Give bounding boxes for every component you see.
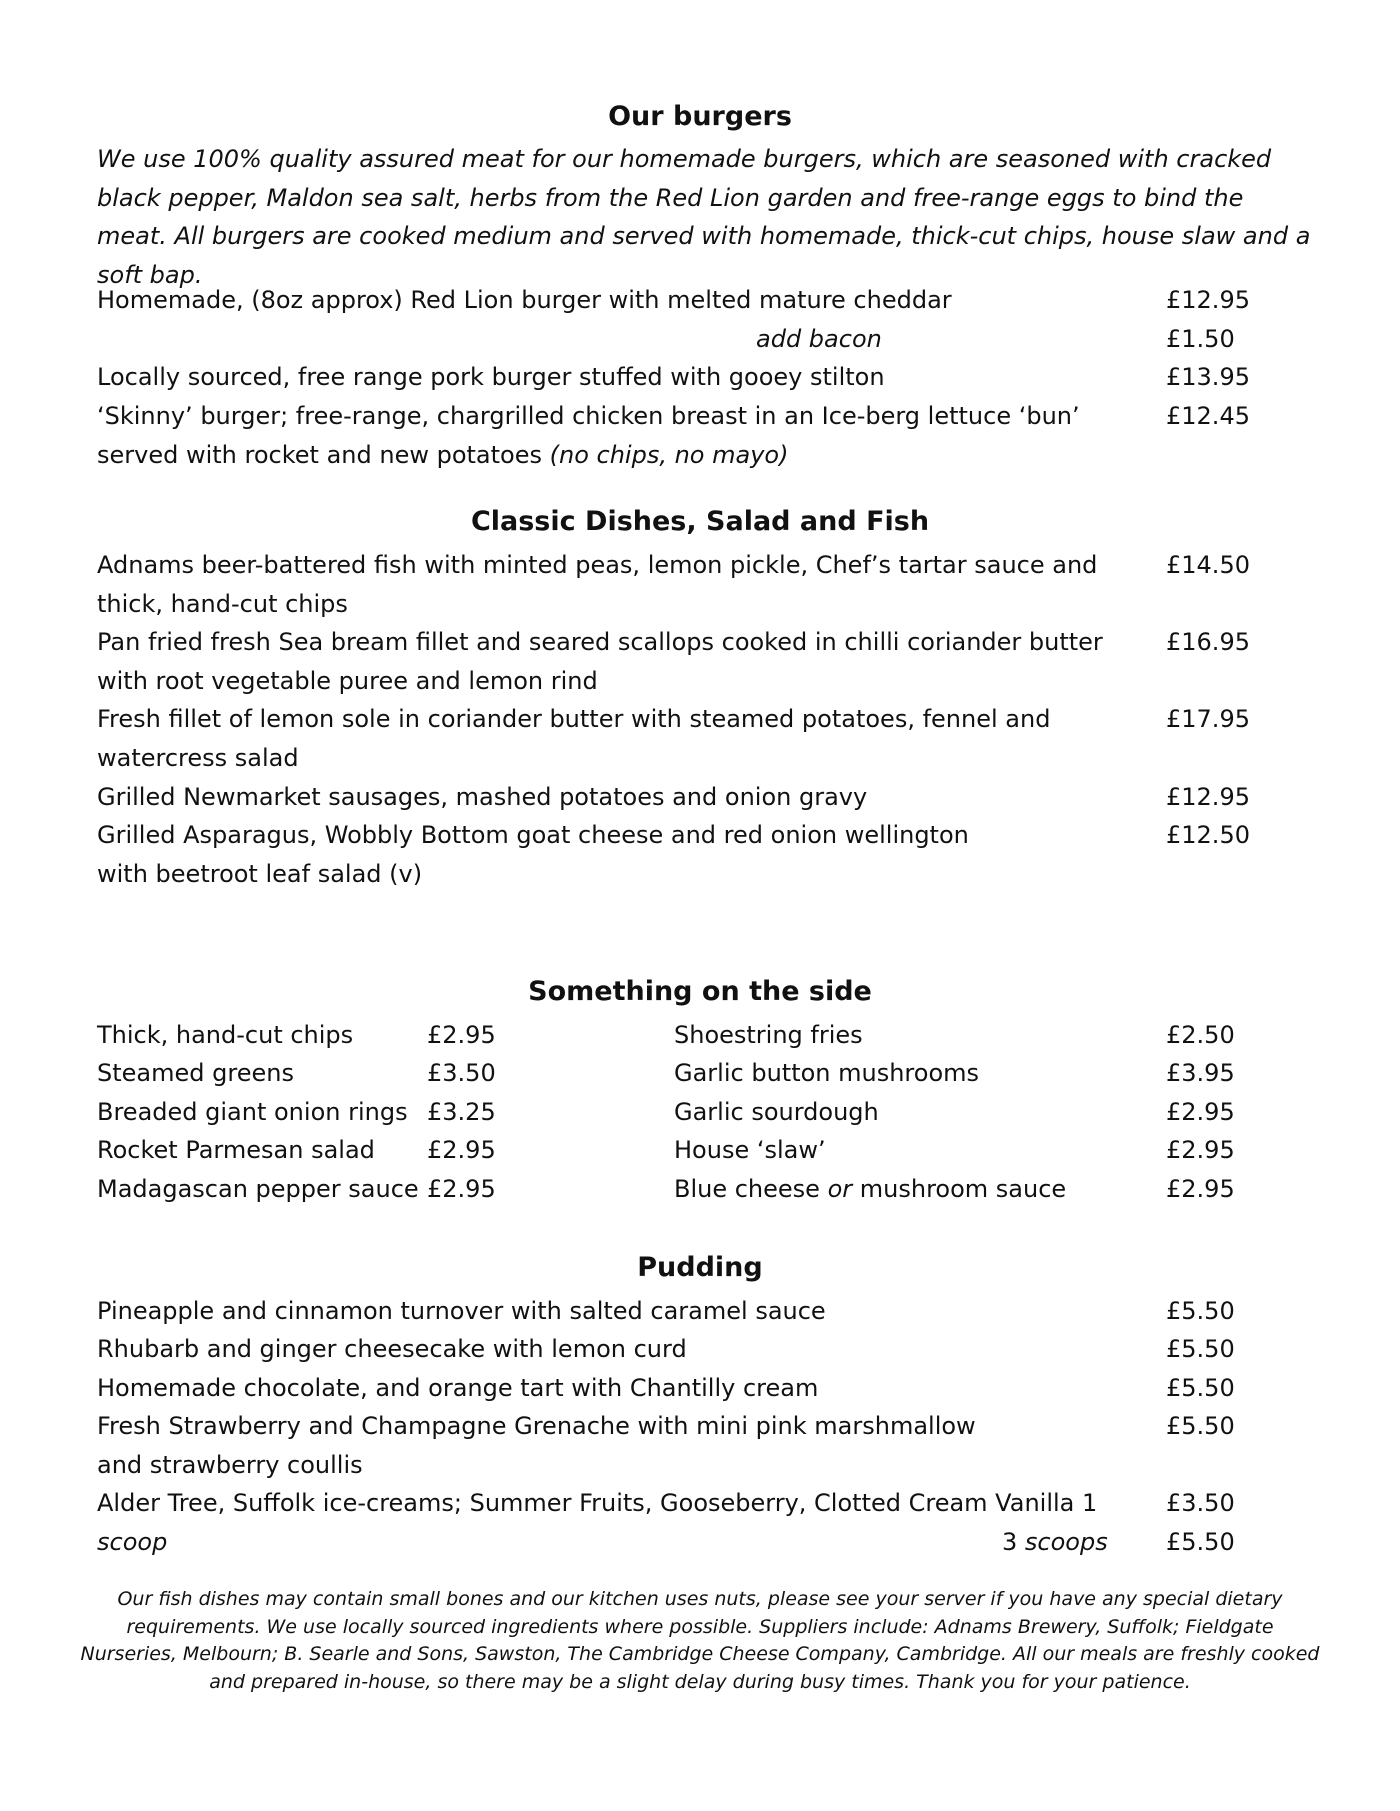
pudding-price-ice-cream-1: £3.50: [1166, 1489, 1235, 1517]
side-price-garlic-sourdough: £2.95: [1166, 1098, 1235, 1126]
classic-item-asparagus: Grilled Asparagus, Wobbly Bottom goat cheese and red onion wellington: [97, 821, 969, 849]
side-item-chips: Thick, hand-cut chips: [97, 1021, 354, 1049]
side-price-pepper-sauce: £2.95: [427, 1175, 496, 1203]
side-item-garlic-mushrooms: Garlic button mushrooms: [674, 1059, 980, 1087]
burgers-title: Our burgers: [608, 101, 792, 132]
side-item-garlic-sourdough: Garlic sourdough: [674, 1098, 879, 1126]
side-item-shoestring-fries: Shoestring fries: [674, 1021, 863, 1049]
burger-price-bacon: £1.50: [1166, 325, 1235, 353]
pudding-price-rhubarb: £5.50: [1166, 1335, 1235, 1363]
side-price-house-slaw: £2.95: [1166, 1136, 1235, 1164]
pudding-price-chocolate-tart: £5.50: [1166, 1374, 1235, 1402]
side-price-greens: £3.50: [427, 1059, 496, 1087]
side-item-rocket-salad: Rocket Parmesan salad: [97, 1136, 375, 1164]
burger-price-skinny: £12.45: [1166, 402, 1250, 430]
classic-item-sausages: Grilled Newmarket sausages, mashed potatoes and onion gravy: [97, 783, 868, 811]
pudding-item-chocolate-tart: Homemade chocolate, and orange tart with Chantilly cream: [97, 1374, 819, 1402]
side-item-blue-cheese-a: Blue cheese: [674, 1175, 828, 1203]
pudding-item-ice-cream-3-note: scoops: [1024, 1528, 1108, 1556]
burger-addon-bacon: add bacon: [756, 325, 882, 353]
burger-price-red-lion: £12.95: [1166, 286, 1250, 314]
classic-item-asparagus-line2: with beetroot leaf salad (v): [97, 860, 423, 888]
pudding-item-ice-cream-3: [1002, 1523, 1108, 1562]
side-price-chips: £2.95: [427, 1021, 496, 1049]
side-price-onion-rings: £3.25: [427, 1098, 496, 1126]
classic-price-sausages: £12.95: [1166, 783, 1250, 811]
classic-item-lemon-sole: Fresh fillet of lemon sole in coriander butter with steamed potatoes, fennel and watercress salad: [97, 705, 1051, 772]
pudding-item-ice-cream-note: scoop: [97, 1527, 168, 1556]
side-item-blue-cheese-or: or: [827, 1175, 853, 1203]
classic-item-fish: Adnams beer-battered fish with minted peas, lemon pickle, Chef’s tartar sauce and thick, hand-cut chips: [97, 551, 1098, 618]
side-price-rocket-salad: £2.95: [427, 1136, 496, 1164]
classic-item-sea-bream: Pan fried fresh Sea bream fillet and seared scallops cooked in chilli coriander butter with root vegetable puree and lemon rind: [97, 628, 1103, 695]
pudding-price-strawberry: £5.50: [1166, 1412, 1235, 1440]
burger-item-red-lion: Homemade, (8oz approx) Red Lion burger with melted mature cheddar: [97, 286, 952, 314]
pudding-item-ice-cream-text: Alder Tree, Suffolk ice-creams; Summer Fruits, Gooseberry, Clotted Cream Vanilla 1: [97, 1489, 1098, 1517]
side-price-shoestring-fries: £2.50: [1166, 1021, 1235, 1049]
pudding-item-strawberry-line2: and strawberry coullis: [97, 1451, 363, 1479]
classic-price-fish: £14.50: [1166, 551, 1250, 579]
pudding-price-ice-cream-3: £5.50: [1166, 1528, 1235, 1556]
burger-item-skinny-text: ‘Skinny’ burger; free-range, chargrilled chicken breast in an Ice-berg lettuce ‘bun’ served with rocket and new potatoes: [97, 402, 1080, 469]
allergy-footer-note: Our fish dishes may contain small bones and our kitchen uses nuts, please see your server if you have any special dietary requirements. We use locally sourced ingredients where possible. Suppliers include: Adnams Brewery, Suffolk; Fieldgate Nurseries, Melbourn; B. Searle and Sons, Sawston, The Cambridge Cheese Company, Cambridge. All our meals are freshly cooked and prepared in-house, so there may be a slight delay during busy times. Thank you for your patience.: [80, 1588, 1320, 1693]
classic-price-lemon-sole: £17.95: [1166, 705, 1250, 733]
pudding-item-ice-cream-3-count: 3: [1002, 1528, 1025, 1556]
classic-price-sea-bream: £16.95: [1166, 628, 1250, 656]
side-price-garlic-mushrooms: £3.95: [1166, 1059, 1235, 1087]
side-item-blue-cheese-b: mushroom sauce: [852, 1175, 1067, 1203]
pudding-item-ice-cream: [97, 1484, 1147, 1561]
burger-item-skinny-note: (no chips, no mayo): [549, 440, 789, 469]
side-item-onion-rings: Breaded giant onion rings: [97, 1098, 408, 1126]
classic-title: Classic Dishes, Salad and Fish: [470, 506, 930, 537]
side-item-greens: Steamed greens: [97, 1059, 294, 1087]
pudding-item-rhubarb: Rhubarb and ginger cheesecake with lemon curd: [97, 1335, 687, 1363]
classic-price-asparagus: £12.50: [1166, 821, 1250, 849]
burger-item-pork: Locally sourced, free range pork burger stuffed with gooey stilton: [97, 363, 885, 391]
burger-item-skinny: [97, 397, 1147, 474]
side-item-house-slaw: House ‘slaw’: [674, 1136, 826, 1164]
burger-price-pork: £13.95: [1166, 363, 1250, 391]
burgers-intro: We use 100% quality assured meat for our homemade burgers, which are seasoned with cracked black pepper, Maldon sea salt, herbs from the Red Lion garden and free-range eggs to bind the meat. All burgers are cooked medium and served with homemade, thick-cut chips, house slaw and a soft bap.: [97, 145, 1311, 289]
pudding-item-pineapple: Pineapple and cinnamon turnover with salted caramel sauce: [97, 1297, 826, 1325]
sides-title: Something on the side: [528, 976, 872, 1007]
side-price-blue-cheese-sauce: £2.95: [1166, 1175, 1235, 1203]
pudding-price-pineapple: £5.50: [1166, 1297, 1235, 1325]
side-item-blue-cheese-sauce: [674, 1170, 1066, 1209]
side-item-pepper-sauce: Madagascan pepper sauce: [97, 1175, 419, 1203]
pudding-title: Pudding: [637, 1252, 763, 1283]
pudding-item-strawberry: Fresh Strawberry and Champagne Grenache with mini pink marshmallow: [97, 1412, 976, 1440]
